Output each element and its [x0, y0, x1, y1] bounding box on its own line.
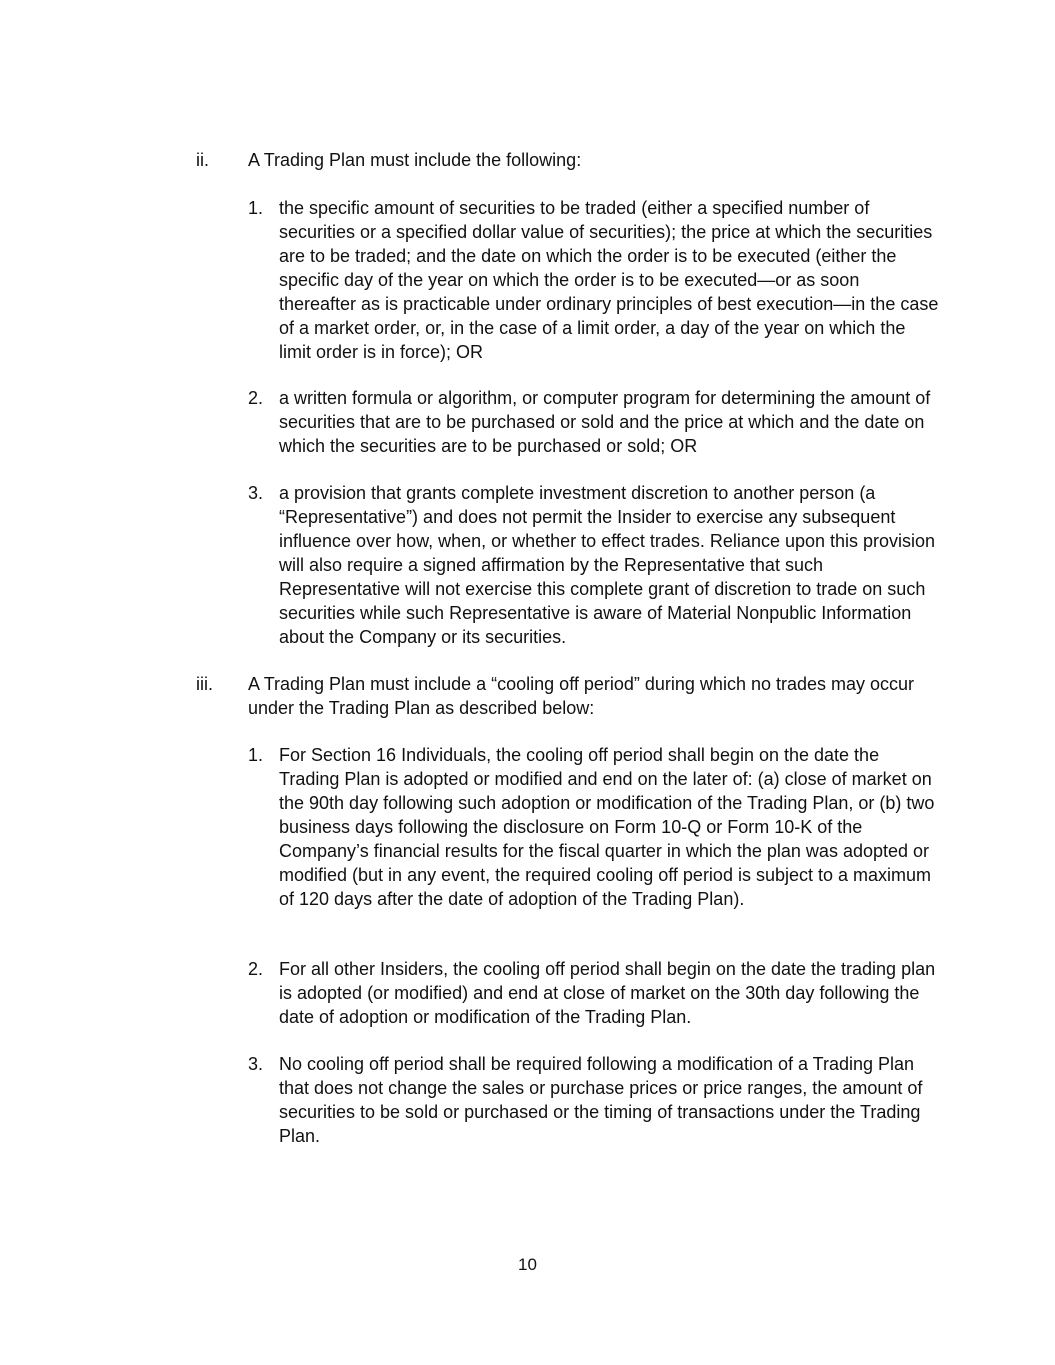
- list-item-text: a written formula or algorithm, or computer program for determining the amount of securities that are to be purchased or sold and the price at which and the date on which the securities are to be purchased or sold; OR: [279, 388, 931, 456]
- list-item-text: For all other Insiders, the cooling off period shall begin on the date the trading plan is adopted (or modified) and end at close of market on the 30th day following the date of adoption or modification of the Trading Plan.: [279, 959, 936, 1027]
- list-item-number: 3.: [248, 1054, 264, 1074]
- page-number: 10: [518, 1255, 537, 1274]
- list-item-text: the specific amount of securities to be traded (either a specified number of securities or a specified dollar value of securities); the price at which the securities are to be traded; and the date on which the order is to be executed (either the specific day of the year on which the order is to be executed—or as soon thereafter as is practicable under ordinary principles of best execution—in the case of a market order, or, in the case of a limit order, a day of the year on which the limit order is in force); OR: [279, 198, 939, 362]
- list-item-number: 2.: [248, 959, 264, 979]
- section-numeral: ii.: [196, 150, 209, 170]
- list-item-number: 1.: [248, 198, 264, 218]
- list-item-number: 3.: [248, 483, 264, 503]
- section-heading: A Trading Plan must include the following:: [248, 150, 582, 170]
- list-item-text: No cooling off period shall be required following a modification of a Trading Plan that does not change the sales or purchase prices or price ranges, the amount of securities to be sold or purchased or the timing of transactions under the Trading Plan.: [279, 1054, 923, 1146]
- list-item-number: 2.: [248, 388, 264, 408]
- list-item-number: 1.: [248, 745, 264, 765]
- section-heading: A Trading Plan must include a “cooling off period” during which no trades may occur under the Trading Plan as described below:: [248, 674, 915, 718]
- list-item-text: a provision that grants complete investment discretion to another person (a “Representative”) and does not permit the Insider to exercise any subsequent influence over how, when, or whether to effect trades. Reliance upon this provision will also require a signed affirmation by the Representative that such Representative will not exercise this complete grant of discretion to trade on such securities while such Representative is aware of Material Nonpublic Information about the Company or its securities.: [279, 483, 936, 647]
- list-item-text: For Section 16 Individuals, the cooling off period shall begin on the date the Trading Plan is adopted or modified and end on the later of: (a) close of market on the 90th day following such adoption or modification of the Trading Plan, or (b) two business days following the disclosure on Form 10-Q or Form 10-K of the Company’s financial results for the fiscal quarter in which the plan was adopted or modified (but in any event, the required cooling off period is subject to a maximum of 120 days after the date of adoption of the Trading Plan).: [279, 745, 935, 909]
- section-numeral: iii.: [196, 674, 213, 694]
